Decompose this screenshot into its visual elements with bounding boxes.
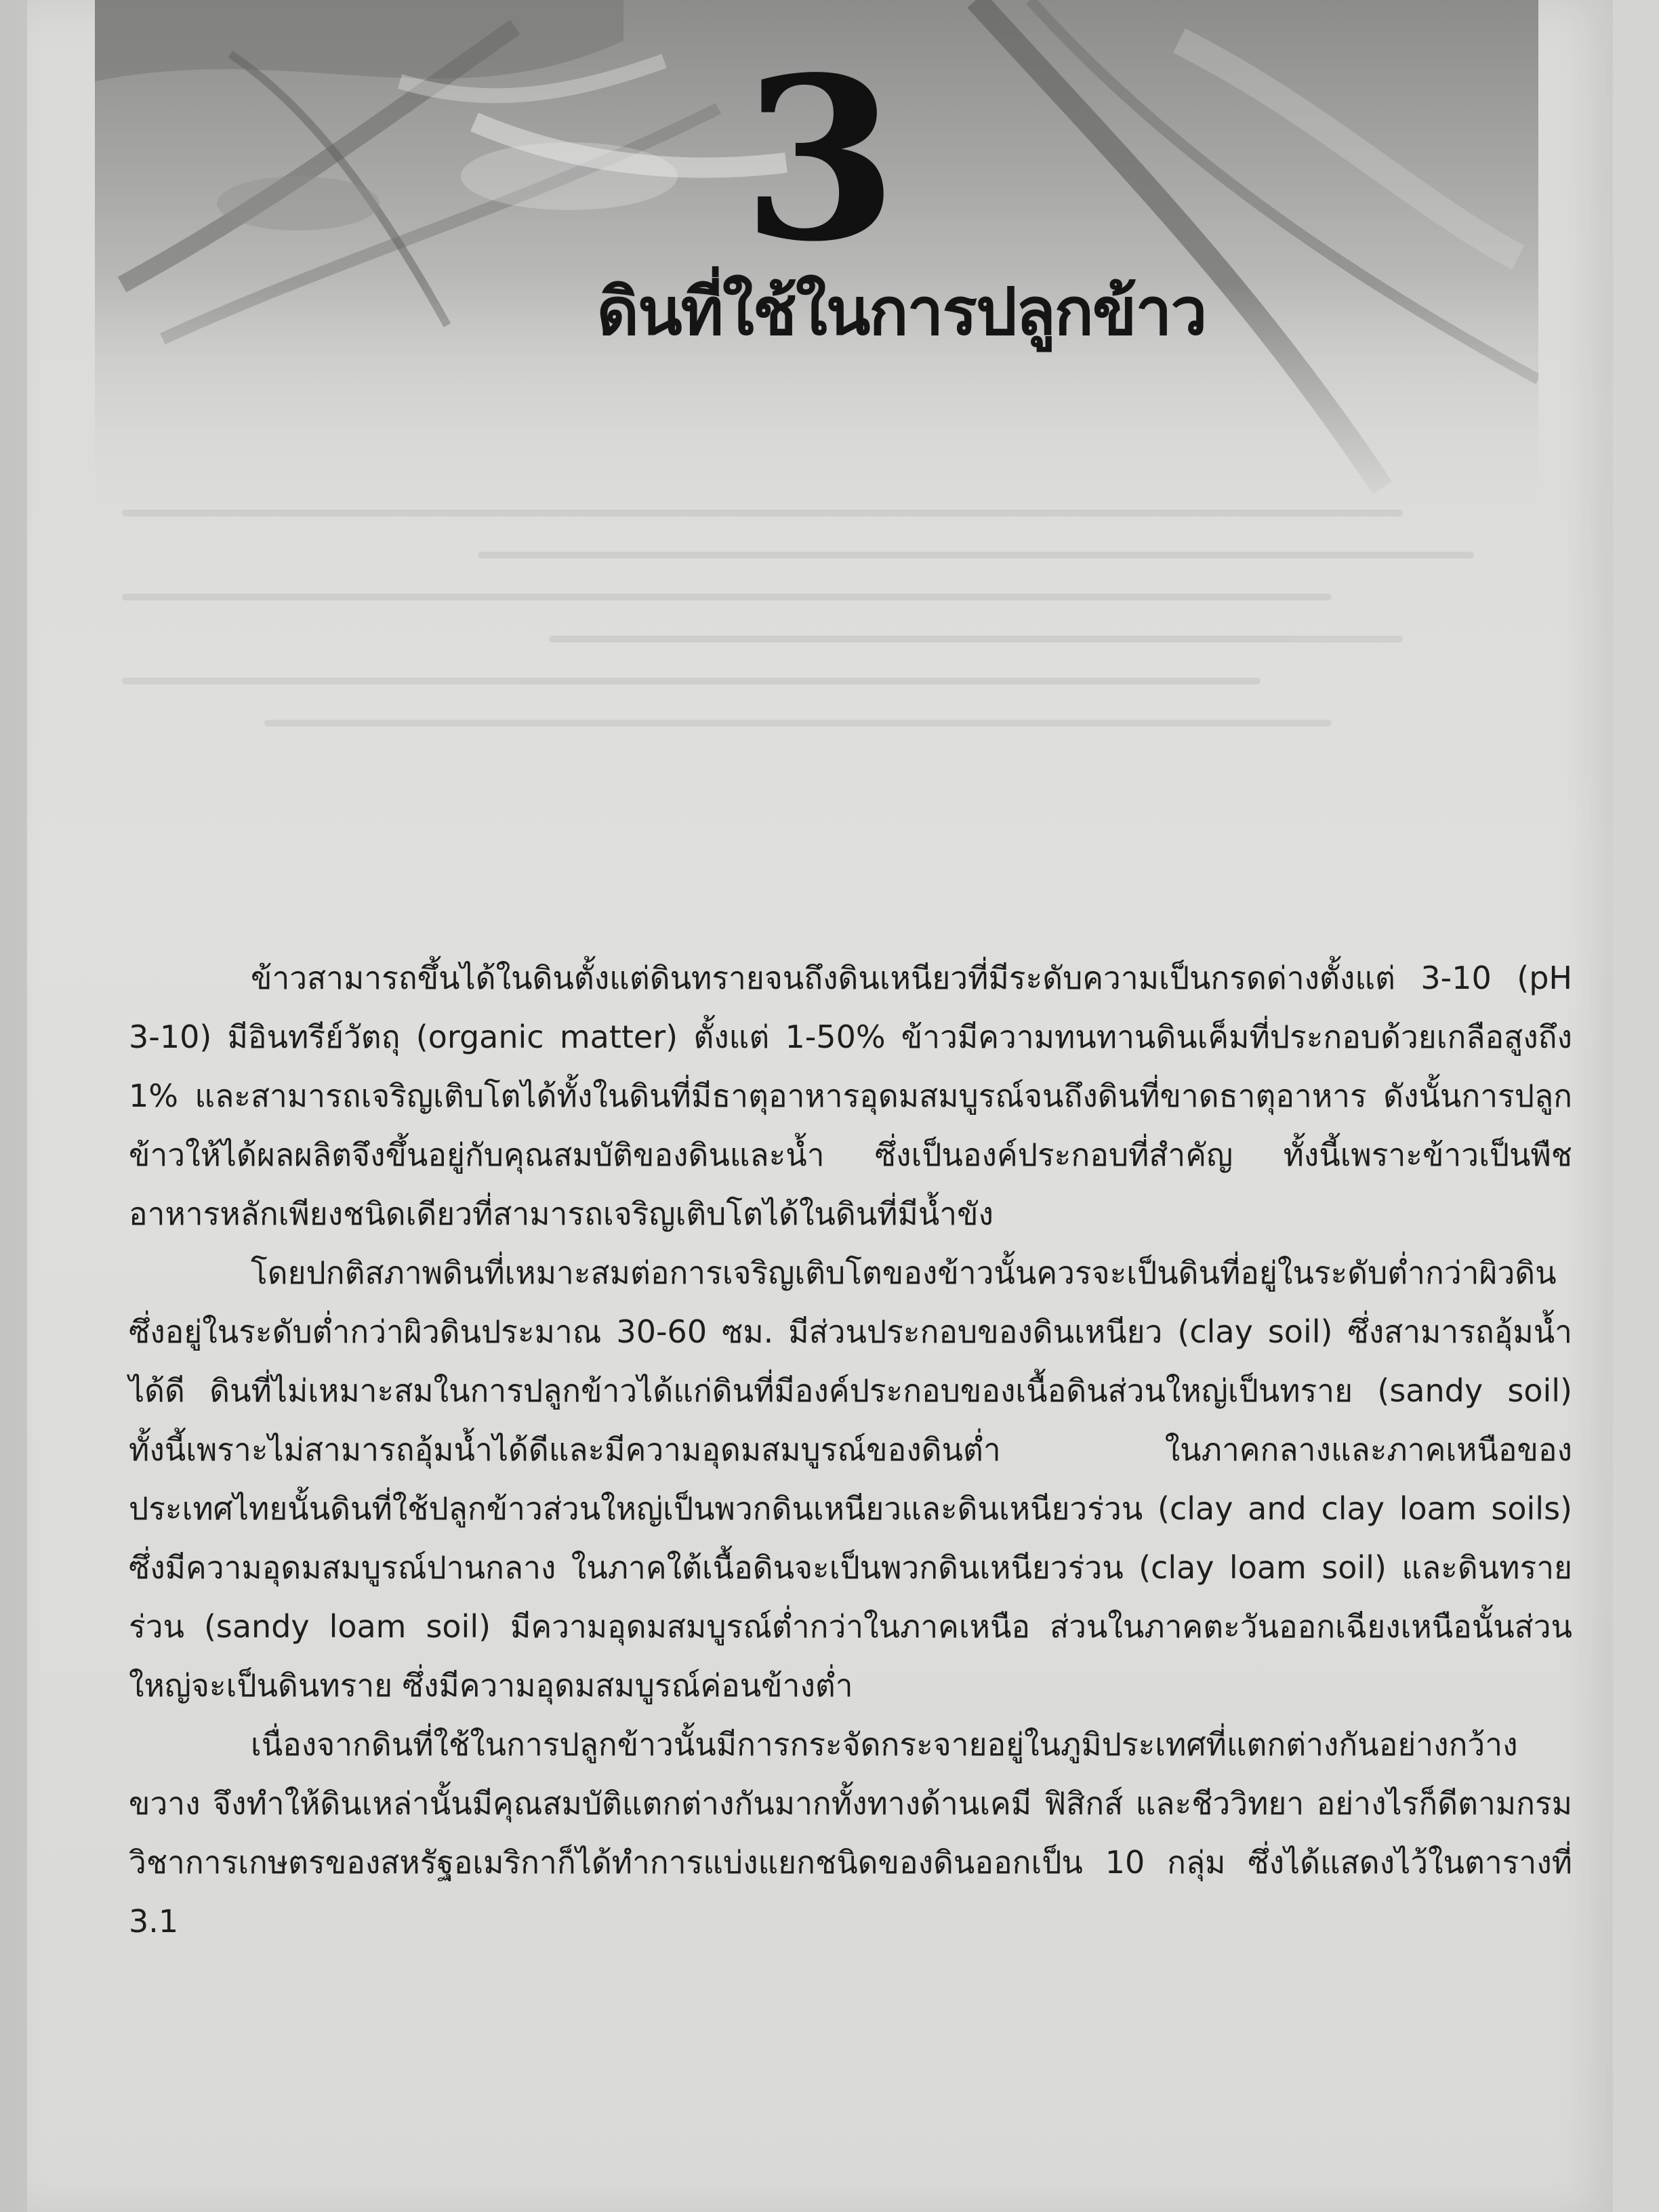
paragraph: เนื่องจากดินที่ใช้ในการปลูกข้าวนั้นมีการกระจัดกระจายอยู่ในภูมิประเทศที่แตกต่างกันอย่างกว้างขวาง จึงทำให้ดินเหล่านั้นมีคุณสมบัติแตกต่างกันมากทั้งทางด้านเคมี ฟิสิกส์ และชีววิทยา อย่างไรก็ดีตามกรมวิชาการเกษตรของสหรัฐอเมริกาก็ได้ทำการแบ่งแยกชนิดของดินออกเป็น 10 กลุ่ม ซึ่งได้แสดงไว้ในตารางที่ 3.1 [129,1726,1572,1940]
chapter-number: 3 [742,28,898,291]
paragraph: โดยปกติสภาพดินที่เหมาะสมต่อการเจริญเติบโตของข้าวนั้นควรจะเป็นดินที่อยู่ในระดับต่ำกว่าผิวดิน ซึ่งอยู่ในระดับต่ำกว่าผิวดินประมาณ 30-60 ซม. มีส่วนประกอบของดินเหนียว (clay soil) ซึ่งสามารถอุ้มน้ำได้ดี ดินที่ไม่เหมาะสมในการปลูกข้าวได้แก่ดินที่มีองค์ประกอบของเนื้อดินส่วนใหญ่เป็นทราย (sandy soil) ทั้งนี้เพราะไม่สามารถอุ้มน้ำได้ดีและมีความอุดมสมบูรณ์ของดินต่ำ ในภาคกลางและภาคเหนือของประเทศไทยนั้นดินที่ใช้ปลูกข้าวส่วนใหญ่เป็นพวกดินเหนียวและดินเหนียวร่วน (clay and clay loam soils) ซึ่งมีความอุดมสมบูรณ์ปานกลาง ในภาคใต้เนื้อดินจะเป็นพวกดินเหนียวร่วน (clay loam soil) และดินทรายร่วน (sandy loam soil) มีความอุดมสมบูรณ์ต่ำกว่าในภาคเหนือ ส่วนในภาคตะวันออกเฉียงเหนือนั้นส่วนใหญ่จะเป็นดินทราย ซึ่งมีความอุดมสมบูรณ์ค่อนข้างต่ำ [129,1254,1572,1704]
book-page [27,0,1613,2212]
paragraph: ข้าวสามารถขึ้นได้ในดินตั้งแต่ดินทรายจนถึงดินเหนียวที่มีระดับความเป็นกรดด่างตั้งแต่ 3-10 (pH 3-10) มีอินทรีย์วัตถุ (organic matter) ตั้งแต่ 1-50% ข้าวมีความทนทานดินเค็มที่ประกอบด้วยเกลือสูงถึง 1% และสามารถเจริญเติบโตได้ทั้งในดินที่มีธาตุอาหารอุดมสมบูรณ์จนถึงดินที่ขาดธาตุอาหาร ดังนั้นการปลูกข้าวให้ได้ผลผลิตจึงขึ้นอยู่กับคุณสมบัติของดินและน้ำ ซึ่งเป็นองค์ประกอบที่สำคัญ ทั้งนี้เพราะข้าวเป็นพืชอาหารหลักเพียงชนิดเดียวที่สามารถเจริญเติบโตได้ในดินที่มีน้ำขัง [129,960,1572,1232]
chapter-body [129,949,1572,1951]
chapter-title: ดินที่ใช้ในการปลูกข้าว [596,274,1206,350]
bleed-through-text [122,474,1545,935]
